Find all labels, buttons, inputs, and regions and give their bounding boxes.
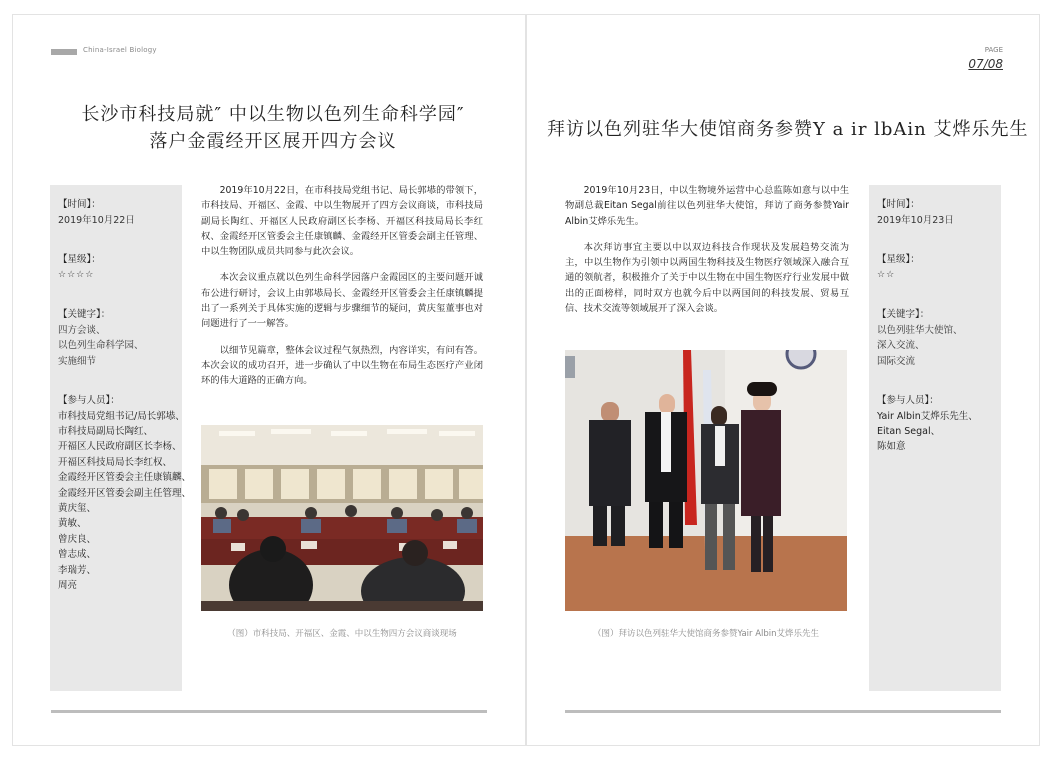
article-body (201, 183, 483, 400)
info-sidebar (50, 185, 192, 691)
person-item: 陈如意 (877, 441, 906, 453)
keyword-item: 四方会谈、 (58, 324, 106, 336)
person-item: 李瑞芳、 (58, 564, 97, 576)
keyword-item: 实施细节 (58, 355, 97, 367)
person-item: 市科技局副局长陶红、 (58, 425, 154, 437)
keyword-item: 国际交流 (877, 355, 916, 367)
keywords-field (877, 307, 993, 369)
title-line-1: 长沙市科技局就″ 中以生物以色列生命科学园″ (81, 104, 465, 125)
level-field (58, 252, 174, 283)
people-list (877, 409, 993, 455)
star-rating: ☆☆☆☆ (58, 269, 95, 280)
title-line-2: 落户金霞经开区展开四方会议 (149, 131, 397, 152)
person-item: 黄敏、 (58, 518, 87, 530)
bottom-rule (51, 710, 487, 713)
paragraph: 本次会议重点就以色列生命科学园落户金霞园区的主要问题开诚布公进行研讨，会议上由郭塨局长、金霞经开区管委会主任康镇麟提出了一系列关于具体实施的逻辑与步骤细节的疑问，黄庆玺董事也对问题进行了一一解答。 (201, 272, 483, 330)
info-sidebar (869, 185, 1001, 691)
meeting-photo (201, 425, 483, 611)
visit-photo (565, 350, 847, 611)
level-field (877, 252, 993, 283)
paragraph: 2019年10月22日，在市科技局党组书记、局长郭塨的带领下，市科技局、开福区、金霞、中以生物展开了四方会议商谈，市科技局副局长陶红、开福区人民政府副区长李杨、开福区科技局局长李红权、金霞经开区管委会主任康镇麟、金霞经开区管委会副主任管理、中以生物团队成员共同参与此次会议。 (201, 185, 483, 258)
people-field (58, 393, 192, 593)
person-item: 金霞经开区管委会主任康镇麟、 (58, 472, 192, 484)
level-label: 【星级】： (58, 254, 101, 265)
paragraph: 以细节见篇章，整体会议过程气氛热烈，内容详实，有问有答。本次会议的成功召开，进一步确认了中以生物在布局生态医疗产业闭环的伟大道路的正确方向。 (201, 344, 483, 387)
time-value: 2019年10月23日 (877, 214, 954, 226)
page-label: PAGE (984, 46, 1003, 54)
bottom-rule (565, 710, 1001, 713)
people-list (58, 409, 192, 594)
person-item: 曾志成、 (58, 549, 97, 561)
right-page (526, 14, 1040, 746)
photo-caption: （图）拜访以色列驻华大使馆商务参赞Yair Albin艾烨乐先生 (592, 629, 820, 639)
article-title: 拜访以色列驻华大使馆商务参赞Y a ir lbAin 艾烨乐先生 (547, 119, 1029, 140)
time-value: 2019年10月22日 (58, 214, 135, 226)
paragraph: 本次拜访事宜主要以中以双边科技合作现状及发展趋势交流为主，中以生物作为引领中以两国生物科技及生物医疗领域深入融合互通的领航者，积极推介了关于中以生物在中国生物医疗行业发展中做出的正面榜样，同时双方也就今后中以两国间的科技发展、贸易互信、技术交流等领域展开了深入会谈。 (565, 241, 849, 315)
article-body (565, 183, 849, 327)
keyword-item: 深入交流、 (877, 340, 925, 351)
photo-caption: （图）市科技局、开福区、金霞、中以生物四方会议商谈现场 (227, 629, 457, 639)
paragraph: 2019年10月23日，中以生物境外运营中心总监陈如意与以中生物副总裁Eitan Segal前往以色列驻华大使馆，拜访了商务参赞Yair Albin艾烨乐先生。 (565, 185, 849, 227)
brand-text: China-Israel Biology (83, 46, 157, 54)
people-label: 【参与人员】： (877, 395, 939, 406)
keywords-label: 【关键字】： (58, 309, 111, 320)
person-item: 黄庆玺、 (58, 502, 97, 514)
left-page (12, 14, 526, 746)
time-label: 【时间】： (877, 199, 920, 210)
person-item: 开福区科技局局长李红权、 (58, 456, 173, 468)
page-number: 07/08 (968, 57, 1003, 71)
keyword-item: 以色列生命科学园、 (58, 340, 144, 351)
time-field (58, 197, 174, 228)
keywords-label: 【关键字】： (877, 309, 930, 320)
person-item: 市科技局党组书记/局长郭塨、 (58, 410, 185, 422)
time-label: 【时间】： (58, 199, 101, 210)
person-item: Eitan Segal、 (877, 425, 941, 437)
person-item: 开福区人民政府副区长李杨、 (58, 441, 182, 453)
time-field (877, 197, 993, 228)
keyword-item: 以色列驻华大使馆、 (877, 324, 963, 336)
level-label: 【星级】： (877, 254, 920, 265)
article-title (53, 101, 493, 155)
keywords-field (58, 307, 174, 369)
brand-bar (51, 49, 77, 55)
person-item: Yair Albin艾烨乐先生、 (877, 410, 978, 422)
person-item: 周亮 (58, 579, 78, 591)
person-item: 曾庆良、 (58, 533, 97, 545)
people-label: 【参与人员】： (58, 395, 120, 406)
person-item: 金霞经开区管委会副主任管理、 (58, 487, 192, 499)
people-field (877, 393, 993, 455)
star-rating: ☆☆ (877, 269, 896, 280)
